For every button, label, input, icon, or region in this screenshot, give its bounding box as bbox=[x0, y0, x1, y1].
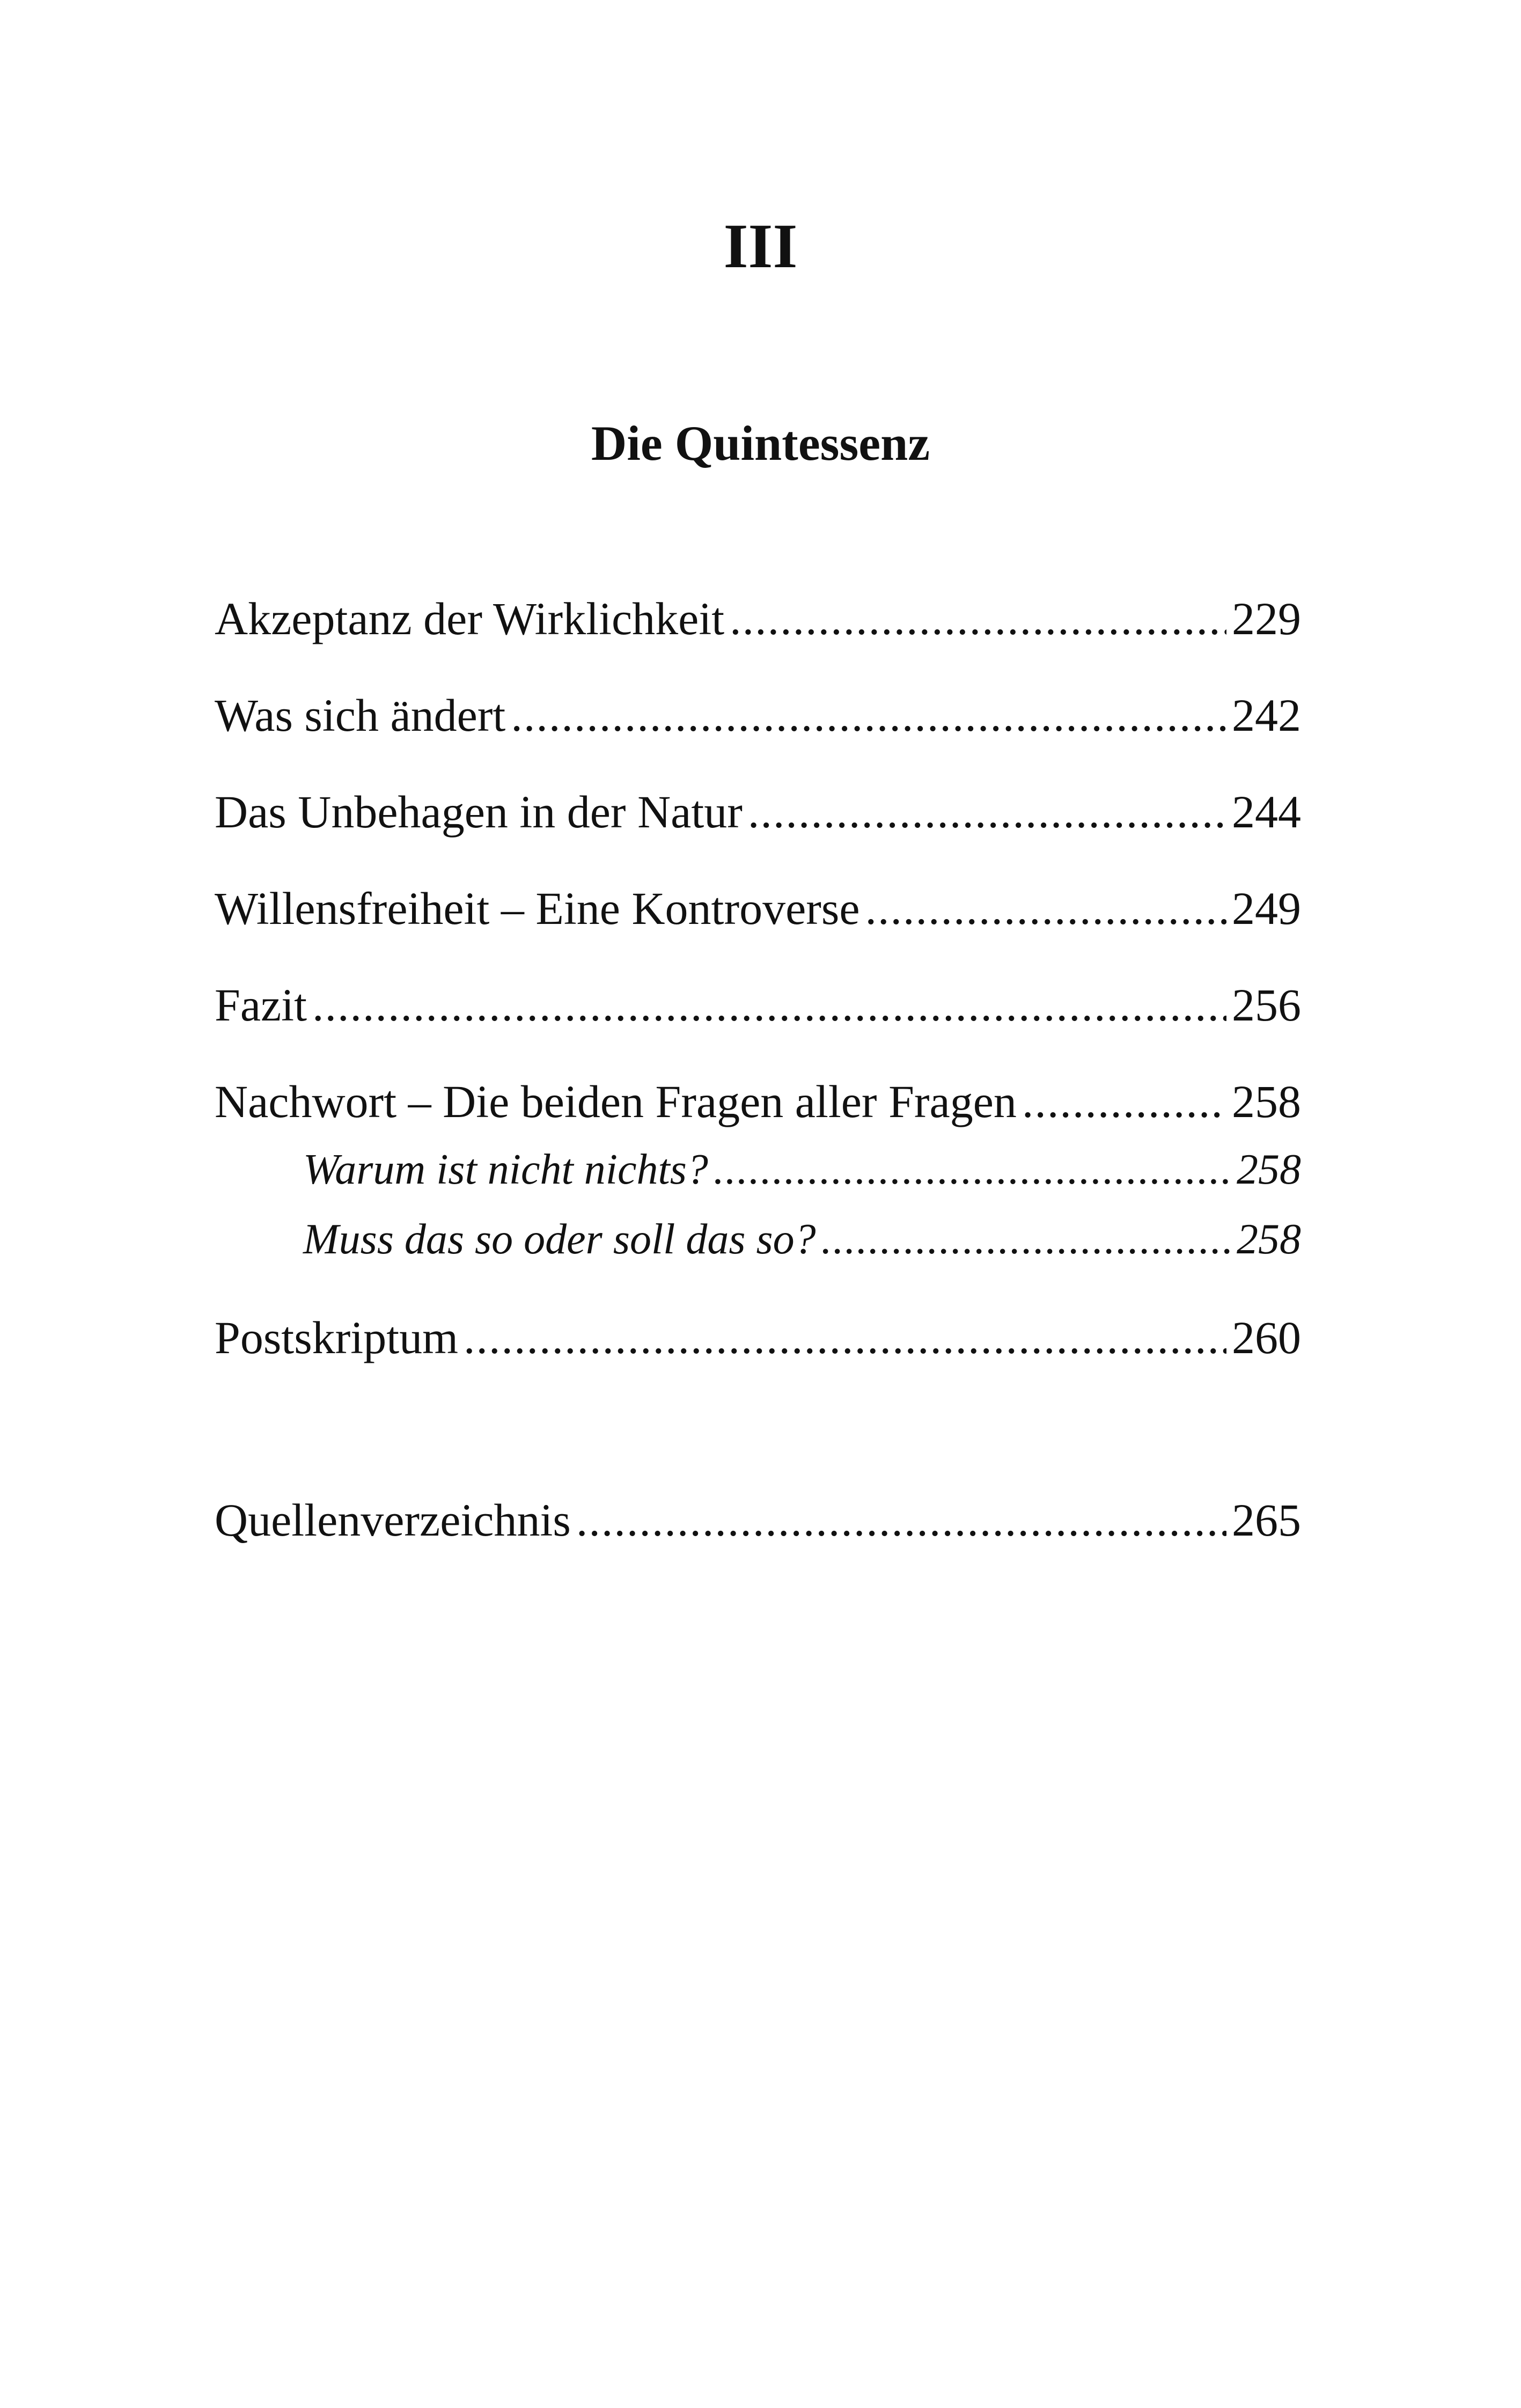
toc-subentry-muss-das-so[interactable] bbox=[303, 1218, 1301, 1261]
toc-entry-quellenverzeichnis[interactable] bbox=[215, 1494, 1301, 1546]
toc-leader-dots bbox=[821, 1218, 1231, 1261]
toc-entry-nachwort[interactable] bbox=[215, 1078, 1301, 1125]
toc-entry-akzeptanz[interactable] bbox=[215, 593, 1301, 644]
part-title: Die Quintessenz bbox=[591, 416, 930, 471]
toc-entry-page: 258 bbox=[1237, 1146, 1301, 1193]
toc-leader-dots bbox=[576, 1497, 1226, 1543]
toc-leader-dots bbox=[1022, 1078, 1226, 1125]
toc-leader-dots bbox=[511, 692, 1226, 738]
toc-subentry-warum-ist-nicht-nichts[interactable] bbox=[303, 1148, 1301, 1191]
toc-entry-fazit[interactable] bbox=[215, 979, 1301, 1031]
toc-entry-willensfreiheit[interactable] bbox=[215, 883, 1301, 934]
toc-entry-page: 258 bbox=[1232, 1076, 1301, 1127]
toc-entry-page: 242 bbox=[1232, 689, 1301, 741]
toc-leader-dots bbox=[312, 982, 1226, 1028]
toc-entry-page: 260 bbox=[1232, 1312, 1301, 1363]
toc-entry-title: Willensfreiheit – Eine Kontroverse bbox=[215, 883, 860, 934]
part-number: III bbox=[723, 211, 798, 281]
toc-entry-title: Fazit bbox=[215, 979, 307, 1031]
toc-entry-title: Warum ist nicht nichts? bbox=[303, 1146, 708, 1193]
toc-entry-title: Quellenverzeichnis bbox=[215, 1494, 571, 1546]
table-of-contents bbox=[215, 0, 1301, 2408]
toc-leader-dots bbox=[730, 596, 1226, 642]
toc-leader-dots bbox=[748, 789, 1226, 835]
toc-leader-dots bbox=[714, 1148, 1231, 1191]
toc-entry-unbehagen[interactable] bbox=[215, 786, 1301, 838]
toc-entry-title: Nachwort – Die beiden Fragen aller Fragen bbox=[215, 1076, 1017, 1127]
toc-entry-postskriptum[interactable] bbox=[215, 1312, 1301, 1363]
toc-leader-dots bbox=[464, 1315, 1226, 1361]
toc-leader-dots bbox=[865, 885, 1226, 931]
toc-entry-page: 258 bbox=[1237, 1216, 1301, 1263]
toc-entry-title: Postskriptum bbox=[215, 1312, 458, 1363]
toc-entry-was-sich-aendert[interactable] bbox=[215, 689, 1301, 741]
toc-entry-page: 249 bbox=[1232, 883, 1301, 934]
toc-entry-page: 229 bbox=[1232, 593, 1301, 644]
toc-entry-title: Das Unbehagen in der Natur bbox=[215, 786, 743, 838]
toc-entry-page: 244 bbox=[1232, 786, 1301, 838]
toc-entry-page: 265 bbox=[1232, 1494, 1301, 1546]
toc-entry-title: Akzeptanz der Wirklichkeit bbox=[215, 593, 725, 644]
toc-entry-page: 256 bbox=[1232, 979, 1301, 1031]
toc-entry-title: Muss das so oder soll das so? bbox=[303, 1216, 816, 1263]
toc-entry-title: Was sich ändert bbox=[215, 689, 506, 741]
